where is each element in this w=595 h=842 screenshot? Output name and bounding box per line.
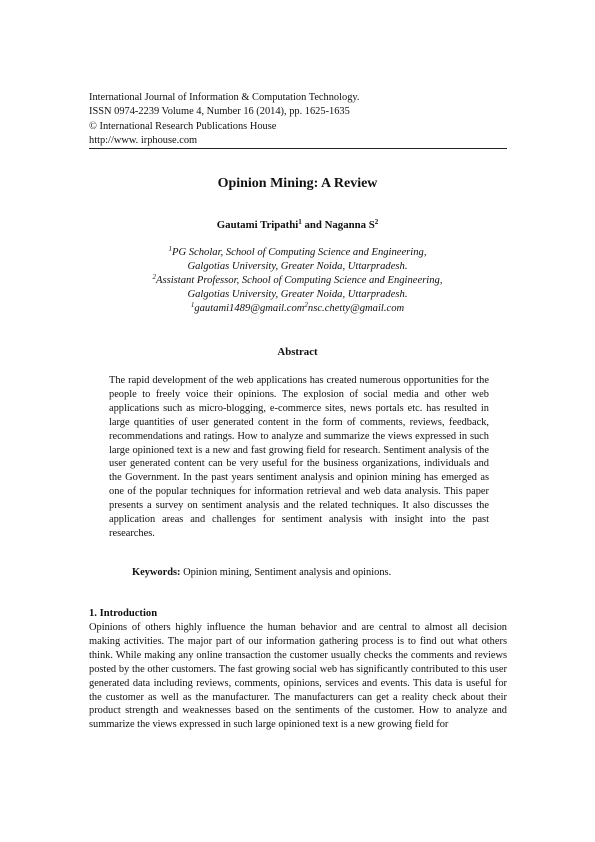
keywords-text: Opinion mining, Sentiment analysis and opinions. bbox=[180, 567, 392, 578]
keywords bbox=[132, 567, 391, 578]
email-sup: 2 bbox=[304, 300, 308, 309]
author-sup: 2 bbox=[374, 218, 379, 226]
affiliation-line: Galgotias University, Greater Noida, Uttarpradesh. bbox=[187, 288, 408, 300]
author-name: Naganna S bbox=[324, 219, 375, 231]
affiliation-line: $^1$PG Scholar, School of Computing Science and Engineering, bbox=[168, 245, 427, 258]
journal-header bbox=[89, 91, 360, 148]
journal-issn: ISSN 0974-2239 Volume 4, Number 16 (2014), pp. 1625-1635 bbox=[89, 106, 350, 118]
author-list bbox=[0, 219, 595, 231]
affiliation-line: $^2$Assistant Professor, School of Computing Science and Engineering, bbox=[152, 272, 443, 286]
affiliation-sup: 1 bbox=[168, 245, 172, 253]
email-address: gautami1489@gmail.com bbox=[194, 302, 305, 314]
email-sup: 1 bbox=[190, 300, 195, 309]
header-divider bbox=[89, 148, 507, 149]
affiliation-line: Galgotias University, Greater Noida, Uttarpradesh. bbox=[187, 260, 408, 272]
abstract-heading: Abstract bbox=[277, 346, 318, 358]
email-address: nsc.chetty@gmail.com bbox=[307, 302, 405, 314]
section-heading: 1. Introduction bbox=[89, 608, 158, 619]
paper-title: Opinion Mining: A Review bbox=[217, 176, 378, 191]
keywords-label: Keywords: bbox=[132, 567, 181, 578]
affiliations bbox=[0, 246, 595, 316]
affiliation-sup: 2 bbox=[152, 272, 156, 281]
journal-url: http://www. irphouse.com bbox=[89, 134, 198, 146]
journal-name: International Journal of Information & Computation Technology. bbox=[89, 92, 360, 103]
introduction-text: Opinions of others highly influence the human behavior and are central to almost all decision making activities. The major part of our information gathering process is to find out what others think. While making any online transaction the customer usually checks the comments and reviews posted by the other customers. The fast growing social web has significantly contributed to this user generated data including reviews, comments, opinions, services and events. This data is useful for the customer as well as the manufacturer. The manufacturers can get a reality check about their product strength and weaknesses based on the sentiments of the customer. How to analyze and summarize the views expressed in such large opinioned text is a new growing field for bbox=[89, 622, 507, 731]
author-conjunction: and bbox=[301, 219, 325, 231]
email-line bbox=[0, 302, 595, 316]
abstract-text: The rapid development of the web applications has created numerous opportunities for the people to freely voice their opinions. The explosion of social media and other web applications such as micro-blogging, e-commerce sites, news portals etc. has resulted in large quantities of user generated content in the form of comments, reviews, feedback, recommendations and ratings. How to analyze and summarize the views expressed in such large opinioned text is a new and fast growing field for research. Sentiment analysis of the user generated content can be very useful for the business organizations, individuals and the Government. In the past years sentiment analysis and opinion mining has emerged as one of the popular techniques for information retrieval and web data analysis. This paper presents a survey on sentiment analysis and the related techniques. It also discusses the application areas and challenges for sentiment analysis with insight into the past researches. bbox=[109, 375, 489, 539]
author-sup: 1 bbox=[298, 218, 302, 226]
author-name: Gautami Tripathi bbox=[216, 219, 299, 231]
journal-publisher: © International Research Publications House bbox=[89, 120, 277, 132]
